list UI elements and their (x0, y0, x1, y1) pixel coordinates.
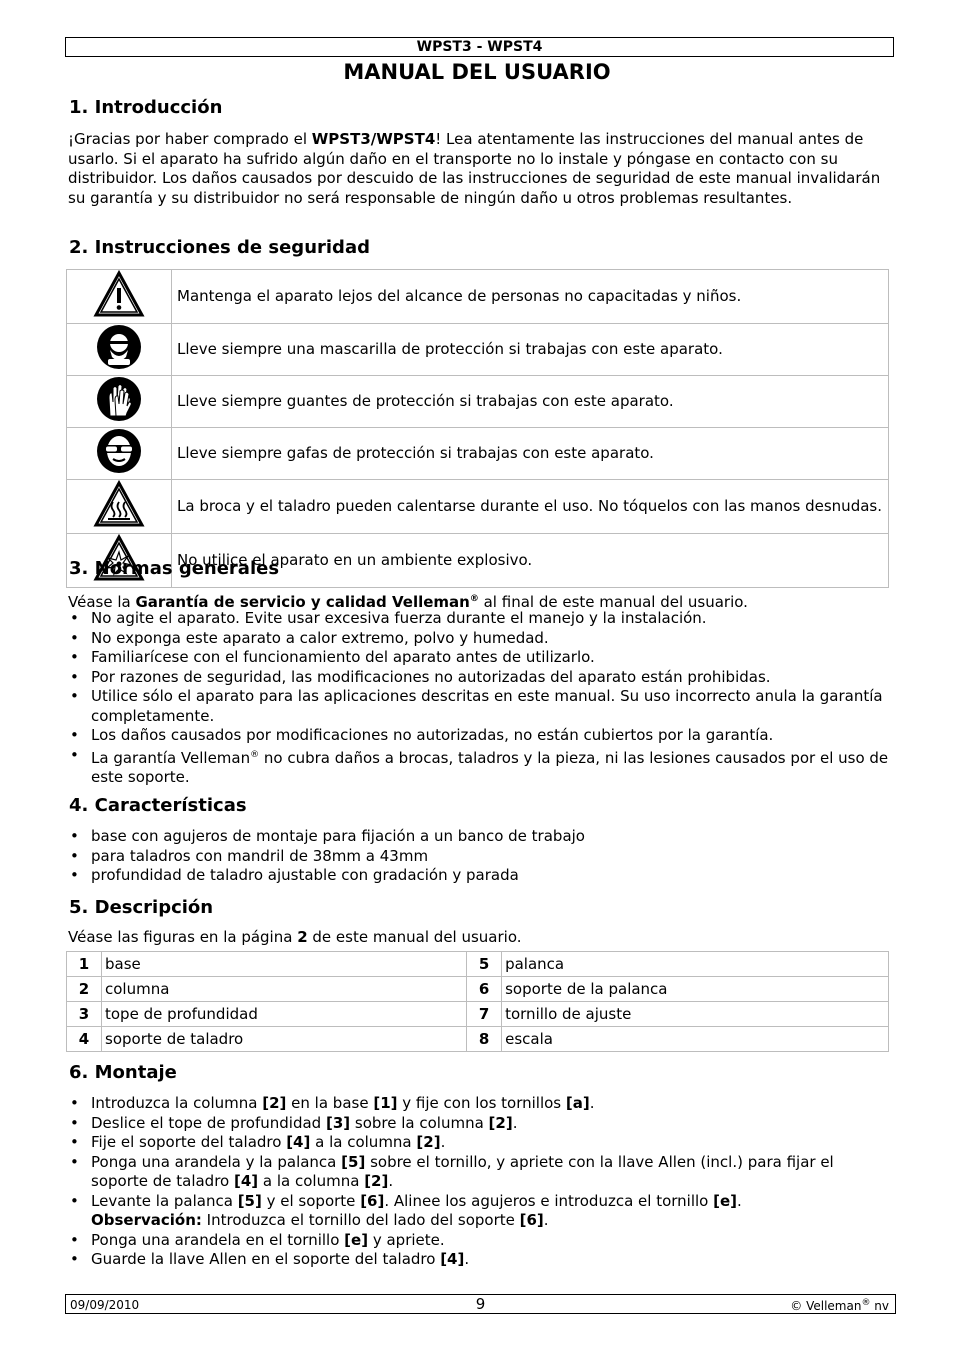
safety-row: La broca y el taladro pueden calentarse durante el uso. No tóquelos con las manos desnudas. (67, 480, 889, 534)
list-item: • base con agujeros de montaje para fijación a un banco de trabajo (68, 827, 890, 847)
heading-caracteristicas: 4. Características (69, 795, 247, 816)
document-header (65, 37, 894, 57)
heading-introduccion: 1. Introducción (69, 97, 223, 118)
table-row: 4 soporte de taladro 8 escala (67, 1027, 889, 1052)
assembly-steps-list (68, 1094, 890, 1270)
assembly-step: • Ponga una arandela en el tornillo [e] y apriete. (68, 1231, 890, 1251)
list-item: • Los daños causados por modificaciones no autorizadas, no están cubiertos por la garantía. (68, 726, 890, 746)
table-row: 2 columna 6 soporte de la palanca (67, 977, 889, 1002)
features-list (68, 827, 890, 886)
document-footer (65, 1294, 896, 1314)
safety-row: Lleve siempre guantes de protección si trabajas con este aparato. (67, 376, 889, 428)
model-label: WPST3 - WPST4 (416, 39, 543, 55)
general-rules-list (68, 609, 890, 788)
heading-normas-generales: 3. Normas generales (69, 558, 280, 579)
protective-gloves-icon (96, 376, 142, 422)
safety-row: No utilice el aparato en un ambiente explosivo. (67, 534, 889, 588)
description-intro: Véase las figuras en la página 2 de este manual del usuario. (68, 928, 522, 946)
heading-descripcion: 5. Descripción (69, 897, 214, 918)
dust-mask-icon (96, 324, 142, 370)
safety-goggles-icon (96, 428, 142, 474)
intro-paragraph: ¡Gracias por haber comprado el WPST3/WPST4! Lea atentamente las instrucciones del manual antes de usarlo. Si el aparato ha sufrido algún daño en el transporte no lo instale y póngase en contacto con su distribuidor. Los daños causados por descuido de las instrucciones de seguridad de este manual invalidarán su garantía y su distribuidor no será responsable de ningún daño u otros problemas resultantes. (68, 130, 881, 207)
list-item: • Familiarícese con el funcionamiento del aparato antes de utilizarlo. (68, 648, 890, 668)
safety-row: Lleve siempre una mascarilla de protección si trabajas con este aparato. (67, 324, 889, 376)
safety-row: Mantenga el aparato lejos del alcance de personas no capacitadas y niños. (67, 270, 889, 324)
footer-date: 09/09/2010 (70, 1298, 140, 1312)
safety-row: Lleve siempre gafas de protección si trabajas con este aparato. (67, 428, 889, 480)
safety-table (66, 269, 889, 588)
list-item: • Utilice sólo el aparato para las aplicaciones descritas en este manual. Su uso incorrecto anula la garantía completamente. (68, 687, 890, 726)
assembly-step: • Levante la palanca [5] y el soporte [6]. Alinee los agujeros e introduzca el tornillo [e]. Observación: Introduzca el tornillo del lado del soporte [6]. (68, 1192, 890, 1231)
list-item: • profundidad de taladro ajustable con gradación y parada (68, 866, 890, 886)
assembly-step: • Ponga una arandela y la palanca [5] sobre el tornillo, y apriete con la llave Allen (incl.) para fijar el soporte de taladro [4] a la columna [2]. (68, 1153, 890, 1192)
parts-table (66, 951, 889, 1052)
footer-copyright: © Velleman® nv (790, 1298, 889, 1313)
list-item: • No agite el aparato. Evite usar excesiva fuerza durante el manejo y la instalación. (68, 609, 890, 629)
list-item: • Por razones de seguridad, las modificaciones no autorizadas del aparato están prohibidas. (68, 668, 890, 688)
page-title: MANUAL DEL USUARIO (343, 60, 611, 84)
list-item: • para taladros con mandril de 38mm a 43mm (68, 847, 890, 867)
table-row: 1 base 5 palanca (67, 952, 889, 977)
assembly-step: • Fije el soporte del taladro [4] a la columna [2]. (68, 1133, 890, 1153)
warranty-reference: Véase la Garantía de servicio y calidad Velleman® al final de este manual del usuario. (68, 593, 748, 611)
list-item: • No exponga este aparato a calor extremo, polvo y humedad. (68, 629, 890, 649)
page-number: 9 (475, 1295, 486, 1313)
warning-triangle-icon (93, 270, 145, 318)
hot-surface-icon (93, 480, 145, 528)
assembly-step: • Introduzca la columna [2] en la base [1] y fije con los tornillos [a]. (68, 1094, 890, 1114)
assembly-step: • Deslice el tope de profundidad [3] sobre la columna [2]. (68, 1114, 890, 1134)
list-item: • La garantía Velleman® no cubra daños a brocas, taladros y la pieza, ni las lesiones causados por el uso de este soporte. (68, 746, 890, 788)
assembly-step: • Guarde la llave Allen en el soporte del taladro [4]. (68, 1250, 890, 1270)
heading-montaje: 6. Montaje (69, 1062, 177, 1083)
heading-seguridad: 2. Instrucciones de seguridad (69, 237, 370, 258)
table-row: 3 tope de profundidad 7 tornillo de ajuste (67, 1002, 889, 1027)
